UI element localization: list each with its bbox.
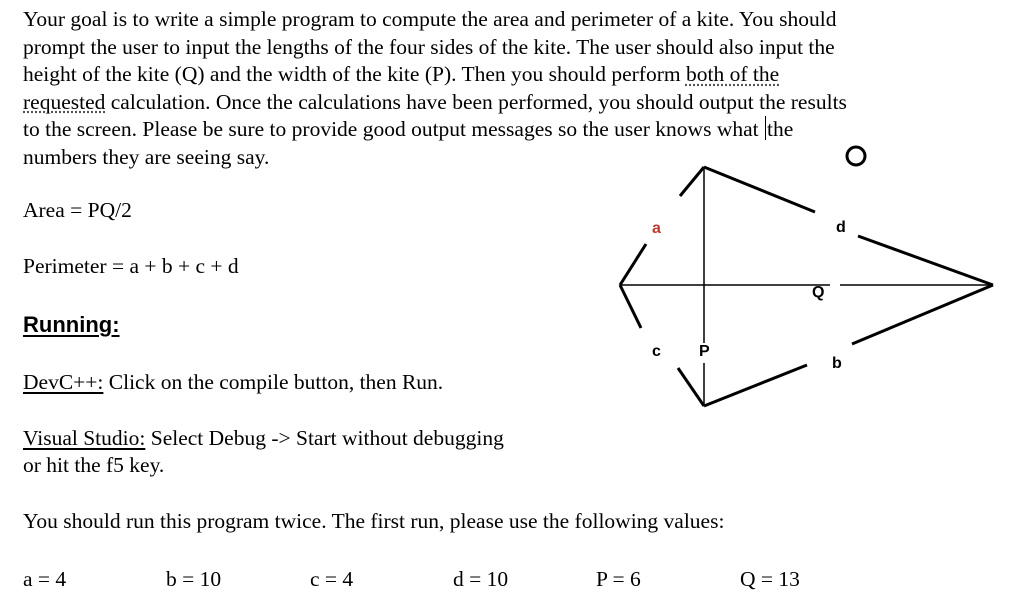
text-cursor [765, 116, 766, 140]
kite-side-a-lower [620, 244, 646, 285]
kite-side-c-upper [620, 285, 641, 328]
grammar-flag-requested: requested [23, 89, 106, 114]
kite-side-b-upper [852, 285, 993, 344]
grammar-flag-both-of-the: both of the [685, 62, 780, 86]
intro-line-6: numbers they are seeing say. [23, 144, 270, 169]
intro-line-5-end: the [767, 117, 794, 141]
vs-label: Visual Studio: [23, 426, 146, 450]
run-note: You should run this program twice. The first run, please use the following values: [23, 509, 725, 533]
value-c: c = 4 [310, 567, 354, 591]
kite-label-a: a [652, 220, 661, 237]
intro-line-3 [23, 61, 963, 89]
intro-line-4-text: calculation. Once the calculations have been performed, you should output the results [105, 89, 847, 114]
kite-label-b: b [832, 355, 842, 372]
value-Q: Q = 13 [740, 567, 800, 591]
intro-line-4 [23, 89, 963, 117]
devcpp-text: Click on the compile button, then Run. [103, 370, 444, 394]
rotate-handle-icon [847, 147, 865, 165]
kite-side-a-upper [680, 167, 704, 196]
vs-instruction [23, 426, 504, 451]
devcpp-instruction [23, 370, 443, 395]
value-P: P = 6 [596, 567, 641, 591]
running-heading: Running: [23, 312, 120, 337]
kite-label-d: d [836, 219, 846, 236]
area-formula: Area = PQ/2 [23, 198, 132, 222]
value-a: a = 4 [23, 567, 67, 591]
perimeter-formula: Perimeter = a + b + c + d [23, 254, 239, 278]
kite-label-P: P [699, 343, 710, 360]
kite-side-c-lower [678, 368, 704, 406]
kite-side-d-upper [704, 167, 815, 212]
kite-label-Q: Q [812, 284, 825, 301]
intro-line-1: Your goal is to write a simple program to compute the area and perimeter of a kite. You should [23, 7, 837, 31]
vs-text: Select Debug -> Start without debugging [145, 426, 504, 450]
intro-line-2: prompt the user to input the lengths of the four sides of the kite. The user should also input the [23, 34, 835, 59]
value-d: d = 10 [453, 567, 509, 591]
devcpp-label: DevC++: [23, 370, 104, 394]
value-b: b = 10 [166, 567, 222, 591]
kite-diagram [600, 140, 1010, 420]
vs-instruction-2: or hit the f5 key. [23, 453, 165, 477]
intro-line-5-text: to the screen. Please be sure to provide good output messages so the user knows what [23, 117, 764, 141]
kite-label-c: c [652, 343, 661, 360]
kite-side-d-lower [858, 236, 993, 285]
kite-side-b-lower [704, 365, 807, 406]
intro-line-3-text: height of the kite (Q) and the width of the kite (P). Then you should perform [23, 62, 686, 86]
